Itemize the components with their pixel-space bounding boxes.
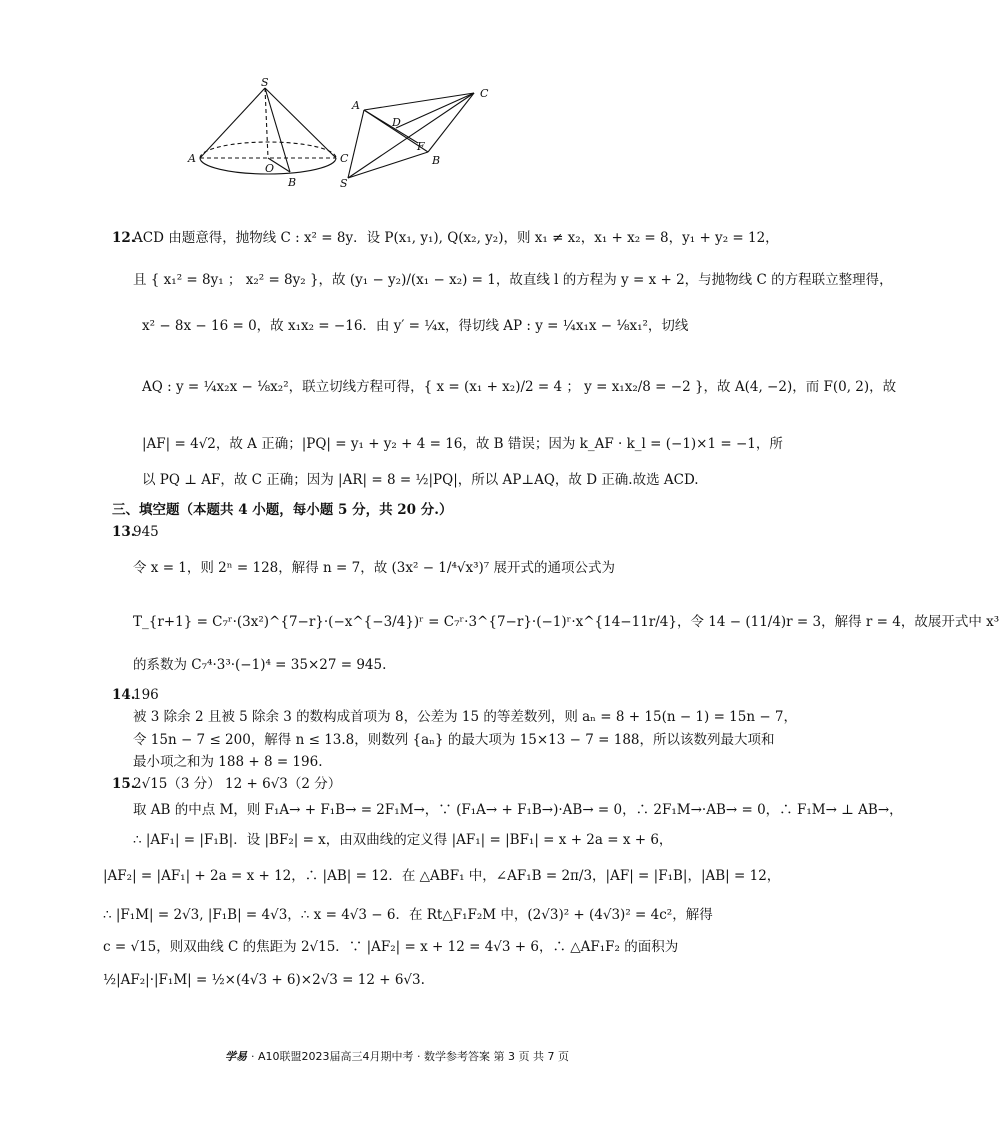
label-c2: C bbox=[480, 87, 489, 100]
label-o: O bbox=[265, 162, 275, 175]
label-c: C bbox=[340, 152, 349, 165]
q15-line4: ∴ |F₁M| = 2√3, |F₁B| = 4√3，∴ x = 4√3 − 6．在 Rt△F₁F₂M 中，(2√3)² + (4√3)² = 4c²，解得 bbox=[103, 907, 713, 923]
footer-text: · A10联盟2023届高三4月期中考 · 数学参考答案 第 3 页 共 7 页 bbox=[251, 1050, 569, 1063]
q14-line1: 被 3 除余 2 且被 5 除余 3 的数构成首项为 8，公差为 15 的等差数列，则 aₙ = 8 + 15(n − 1) = 15n − 7， bbox=[133, 709, 798, 725]
label-f2: F bbox=[417, 140, 425, 153]
q13-line3: 的系数为 C₇⁴·3³·(−1)⁴ = 35×27 = 945. bbox=[133, 657, 387, 673]
q15-line2: ∴ |AF₁| = |F₁B|．设 |BF₂| = x，由双曲线的定义得 |AF₁| = |BF₁| = x + 2a = x + 6， bbox=[133, 832, 673, 848]
label-b: B bbox=[288, 176, 297, 189]
q12-line6: 以 PQ ⊥ AF，故 C 正确；因为 |AR| = 8 = ½|PQ|，所以 AP⊥AQ，故 D 正确.故选 ACD. bbox=[142, 472, 699, 488]
q14-line3: 最小项之和为 188 + 8 = 196. bbox=[133, 754, 323, 770]
label-a: A bbox=[188, 152, 196, 165]
geometry-figures bbox=[0, 0, 794, 215]
q15-line1: 取 AB 的中点 M，则 F₁A→ + F₁B→ = 2F₁M→，∵ (F₁A→ + F₁B→)·AB→ = 0，∴ 2F₁M→·AB→ = 0，∴ F₁M→ ⊥ AB→， bbox=[133, 802, 903, 818]
q13-line1: 令 x = 1，则 2ⁿ = 128，解得 n = 7，故 (3x² − 1/⁴√x³)⁷ 展开式的通项公式为 bbox=[133, 560, 615, 576]
page-footer bbox=[0, 1048, 794, 1064]
q14-answer: 196 bbox=[133, 687, 159, 703]
q13-line2: T_{r+1} = C₇ʳ·(3x²)^{7−r}·(−x^{−3/4})ʳ = C₇ʳ·3^{7−r}·(−1)ʳ·x^{14−11r/4}，令 14 − (11/4)r = 3，解得 r = 4，故展开式中 x³ bbox=[133, 614, 999, 630]
label-a2: A bbox=[352, 99, 360, 112]
q12-line2: 且 { x₁² = 8y₁ ； x₂² = 8y₂ }，故 (y₁ − y₂)/(x₁ − x₂) = 1，故直线 l 的方程为 y = x + 2，与抛物线 C 的方程联立整理得， bbox=[133, 272, 893, 288]
q12-line3: x² − 8x − 16 = 0，故 x₁x₂ = −16．由 y′ = ¼x，得切线 AP : y = ¼x₁x − ⅛x₁²，切线 bbox=[142, 318, 689, 334]
label-s: S bbox=[261, 76, 269, 89]
q15-line5: c = √15，则双曲线 C 的焦距为 2√15．∵ |AF₂| = x + 12 = 4√3 + 6，∴ △AF₁F₂ 的面积为 bbox=[103, 939, 679, 955]
label-s2: S bbox=[340, 177, 348, 190]
q12-number: 12. bbox=[112, 230, 136, 246]
q15-line3: |AF₂| = |AF₁| + 2a = x + 12，∴ |AB| = 12．在 △ABF₁ 中，∠AF₁B = 2π/3，|AF| = |F₁B|，|AB| = 12， bbox=[103, 868, 781, 884]
publisher-logo: 学易 bbox=[225, 1050, 247, 1063]
q13-number: 13. bbox=[112, 524, 136, 540]
q15-line6: ½|AF₂|·|F₁M| = ½×(4√3 + 6)×2√3 = 12 + 6√3. bbox=[103, 972, 425, 988]
tetrahedron-figure bbox=[348, 93, 474, 178]
q14-line2: 令 15n − 7 ≤ 200，解得 n ≤ 13.8，则数列 {aₙ} 的最大项为 15×13 − 7 = 188，所以该数列最大项和 bbox=[133, 732, 775, 748]
q12-line5: |AF| = 4√2，故 A 正确；|PQ| = y₁ + y₂ + 4 = 16，故 B 错误；因为 k_AF · k_l = (−1)×1 = −1，所 bbox=[142, 436, 783, 452]
q12-line4: AQ : y = ¼x₂x − ⅛x₂²，联立切线方程可得，{ x = (x₁ + x₂)/2 = 4 ； y = x₁x₂/8 = −2 }，故 A(4, −2)，而 F(0, 2)，故 bbox=[142, 379, 897, 395]
label-b2: B bbox=[432, 154, 441, 167]
q14-number: 14. bbox=[112, 687, 136, 703]
label-d2: D bbox=[392, 116, 401, 129]
q15-answer: 2√15（3 分） 12 + 6√3（2 分） bbox=[133, 776, 342, 792]
section-heading: 三、填空题（本题共 4 小题，每小题 5 分，共 20 分.） bbox=[112, 502, 453, 518]
q13-answer: 945 bbox=[133, 524, 159, 540]
q12-line1: ACD 由题意得，抛物线 C : x² = 8y．设 P(x₁, y₁), Q(x₂, y₂)，则 x₁ ≠ x₂，x₁ + x₂ = 8，y₁ + y₂ = 12， bbox=[133, 230, 779, 246]
q15-number: 15. bbox=[112, 776, 136, 792]
